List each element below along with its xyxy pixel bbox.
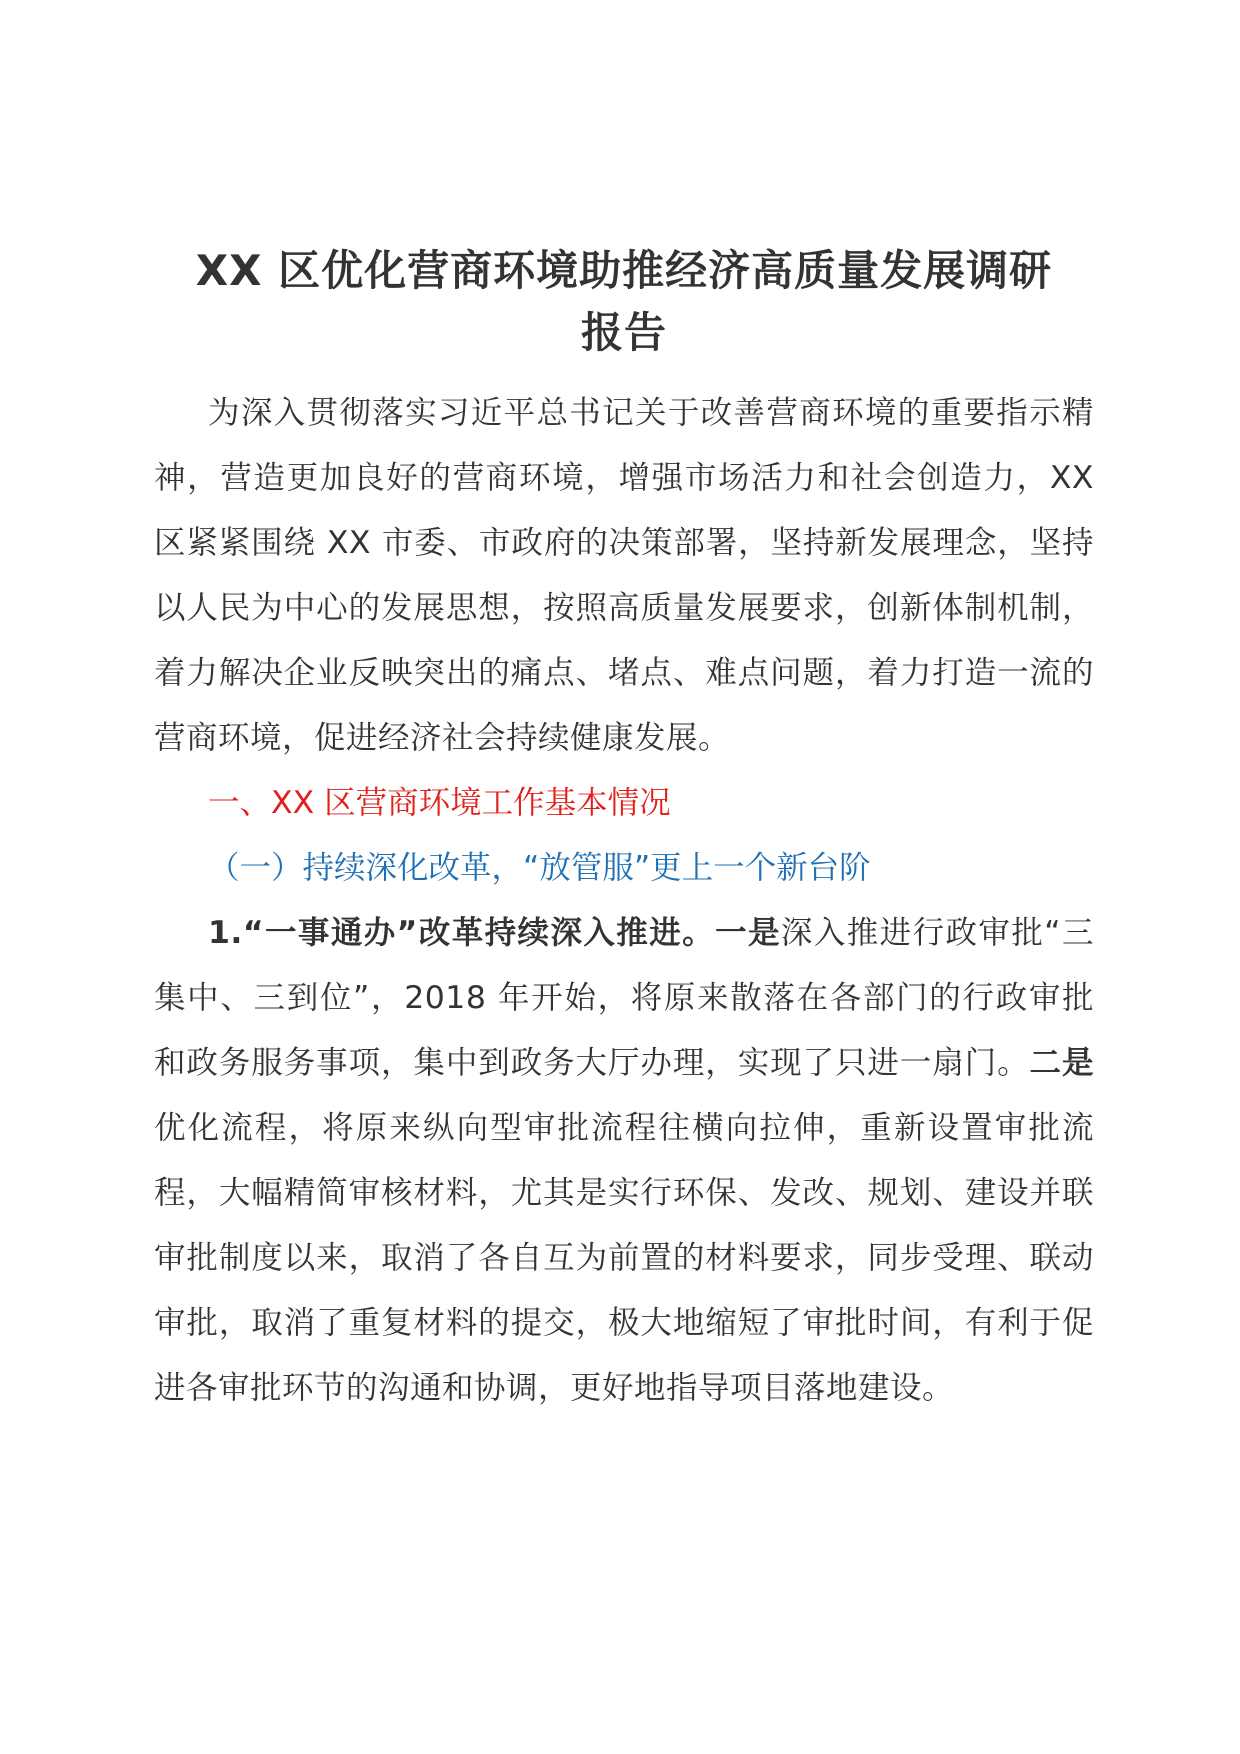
paragraph-lead-bold: 1.“一事通办”改革持续深入推进。一是: [208, 915, 781, 951]
body-paragraph-1: [154, 901, 1094, 1421]
title-line-1: XX 区优化营商环境助推经济高质量发展调研: [195, 246, 1053, 295]
section-heading-1: 一、XX 区营商环境工作基本情况: [208, 785, 671, 821]
paragraph-text-b: 优化流程，将原来纵向型审批流程往横向拉伸，重新设置审批流程，大幅精简审核材料，尤其是实行环保、发改、规划、建设并联审批制度以来，取消了各自互为前置的材料要求，同步受理、联动审批，取消了重复材料的提交，极大地缩短了审批时间，有利于促进各审批环节的沟通和协调，更好地指导项目落地建设。: [154, 1110, 1094, 1406]
title-line-2: 报告: [580, 308, 667, 357]
subsection-heading-1: （一）持续深化改革，“放管服”更上一个新台阶: [208, 850, 871, 886]
intro-paragraph: 为深入贯彻落实习近平总书记关于改善营商环境的重要指示精神，营造更加良好的营商环境，增强市场活力和社会创造力，XX 区紧紧围绕 XX 市委、市政府的决策部署，坚持新发展理念，坚持以人民为中心的发展思想，按照高质量发展要求，创新体制机制，着力解决企业反映突出的痛点、堵点、难点问题，着力打造一流的营商环境，促进经济社会持续健康发展。: [154, 395, 1094, 756]
paragraph-mid-bold: 二是: [1029, 1045, 1094, 1081]
document-page: [154, 240, 1094, 1421]
paragraph-text-a: 深入推进行政审批“三集中、三到位”，2018 年开始，将原来散落在各部门的行政审批和政务服务事项，集中到政务大厅办理，实现了只进一扇门。: [154, 915, 1094, 1081]
document-title: [154, 240, 1094, 364]
